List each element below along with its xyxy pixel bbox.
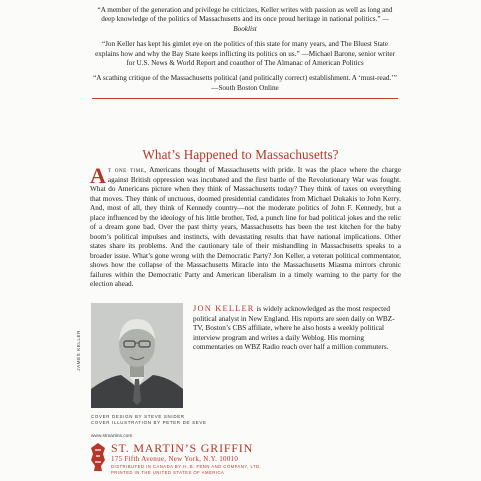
headline: What’s Happened to Massachusetts? [142,147,339,162]
author-bio-text: is widely acknowledged as the most respected political analyst in New England. His reports are seen daily on WBZ-TV, Boston’s CBS affiliate, where he also hosts a weekly political interview program and writes a daily Weblog. His morning commentaries on WBZ Radio reach over half a million commuters. [193,305,395,352]
author-portrait-image [91,303,183,408]
cover-illustration-credit: COVER ILLUSTRATION BY PETER DE SEVE [91,420,207,425]
printed-note: PRINTED IN THE UNITED STATES OF AMERICA [111,469,225,475]
description-body: Americans thought of Massachusetts with pride. It was the place where the charge against British oppression was incubated and the first battle of the Revolutionary War was fought. What do Americans picture when they think of Massachusetts today? They think of taxes on everything that moves. They think of unctuous, doomed presidential candidates from Michael Dukakis to John Kerry. And, most of all, they think of Kennedy country—not the moderate politics of John F. Kennedy, but a place influenced by the ideology of his little brother, Ted, a punch line for bad political jokes and the relic of a dream gone bad. Over the past thirty years, Massachusetts has been the test kitchen for the baby boom’s political impulses and instincts, with devastating results that have national implications. Other states share its problems. And the cautionary tale of their mishandling in Massachusetts speaks to a broader issue. What’s gone wrong with the Democratic Party? Jon Keller, a veteran political commentator, shows how the collapse of the Massachusetts Miracle into the Massachusetts Miasma mirrors chronic failures within the Democratic Party and American liberalism in a timely warning to the party for the election ahead. [90,166,401,288]
blurb-quote: “A member of the generation and privilege he criticizes, Keller writes with passion as well as long and deep knowledge of the politics of Massachusetts and its once proud heritage in national politics.” [97,6,393,24]
blurb-south-boston-online [92,74,398,93]
cover-credits [91,414,207,426]
description-text [90,163,401,290]
blurb-barone [92,40,398,68]
author-bio [193,304,401,353]
lead-in: t one time, [107,166,147,174]
cover-design-credit: COVER DESIGN BY STEVE SNIDER [91,414,185,419]
blurb-attribution: —Michael Barone, senior writer for U.S. News & World Report and coauthor of The Almanac of American Politics [126,49,395,68]
drop-cap: A [90,163,106,188]
publisher-website: www.stmartins.com [91,434,133,439]
publisher-name: ST. MARTIN’S GRIFFIN [111,441,254,455]
distribution-note: DISTRIBUTED IN CANADA BY H. B. FENN AND COMPANY, LTD. [111,464,262,469]
blurb-quote: “A scathing critique of the Massachusetts political (and politically correct) establishment. A ‘must-read.’” [93,74,397,83]
st-martins-griffin-logo [89,442,107,472]
publisher-address: 175 Fifth Avenue, New York, N.Y. 10010 [111,455,239,463]
author-photo [91,303,183,408]
review-blurbs [92,6,398,99]
blurb-quote: “Jon Keller has kept his gimlet eye on the politics of this state for many years, and The Bluest State explains how and why the Bay State keeps inflicting its politics on us.” [95,40,389,58]
author-name: JON KELLER [193,304,255,313]
photo-credit: JAMES KELLER [76,330,81,371]
blurb-booklist [92,6,398,34]
blurb-attribution: —South Boston Online [211,83,279,92]
publisher-block [111,442,401,475]
blurb-attribution: —Booklist [233,15,389,33]
